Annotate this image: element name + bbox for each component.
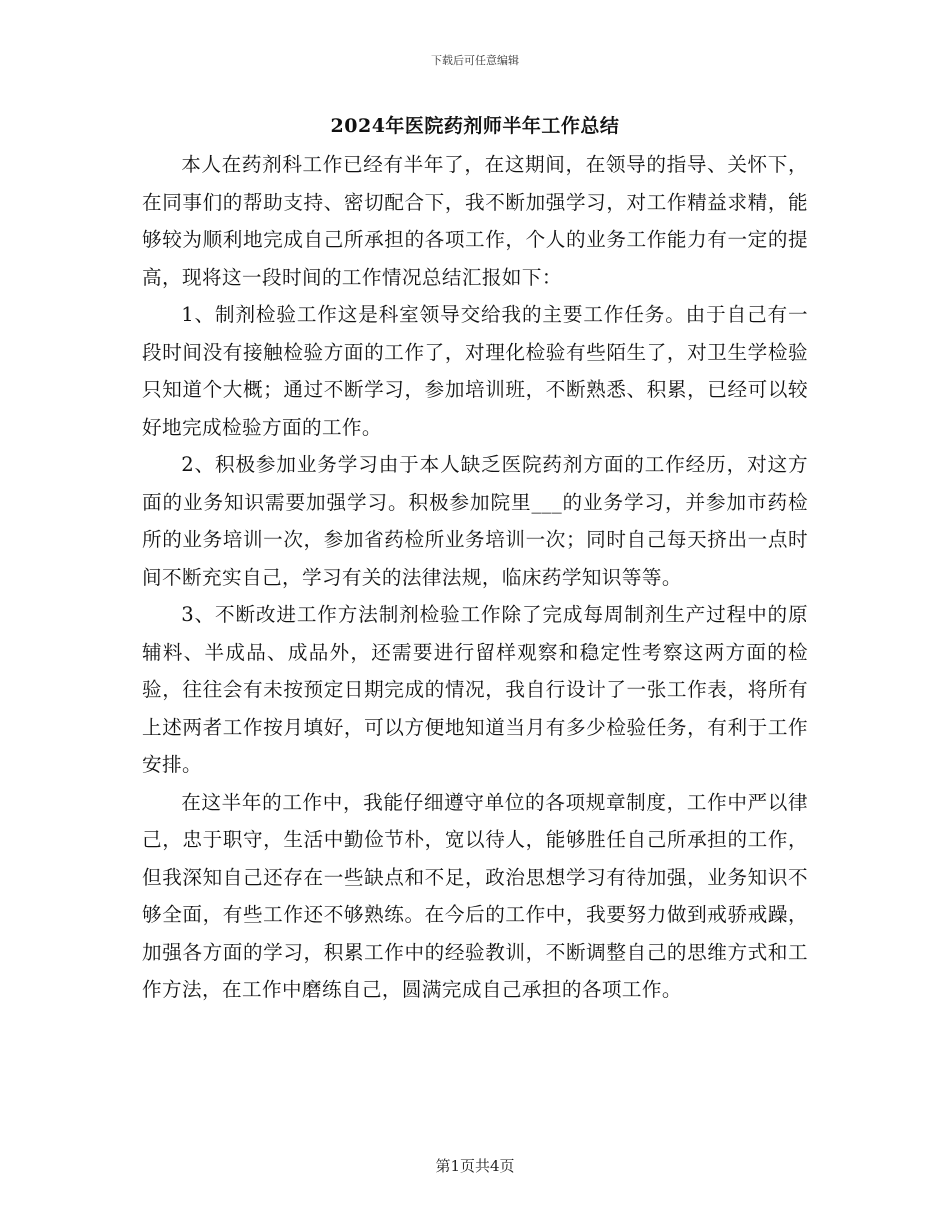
document-title: 2024年医院药剂师半年工作总结 <box>330 115 620 137</box>
paragraph-item-2: 2、积极参加业务学习由于本人缺乏医院药剂方面的工作经历，对这方面的业务知识需要加强学习。积极参加院里___的业务学习，并参加市药检所的业务培训一次，参加省药检所业务培训一次；同时自己每天挤出一点时间不断充实自己，学习有关的法律法规，临床药学知识等等。 <box>142 453 808 589</box>
paragraph-item-1: 1、制剂检验工作这是科室领导交给我的主要工作任务。由于自己有一段时间没有接触检验方面的工作了，对理化检验有些陌生了，对卫生学检验只知道个大概；通过不断学习，参加培训班，不断熟悉、积累，已经可以较好地完成检验方面的工作。 <box>142 303 808 439</box>
paragraph-conclusion: 在这半年的工作中，我能仔细遵守单位的各项规章制度，工作中严以律己，忠于职守，生活中勤俭节朴，宽以待人，能够胜任自己所承担的工作，但我深知自己还存在一些缺点和不足，政治思想学习有待加强，业务知识不够全面，有些工作还不够熟练。在今后的工作中，我要努力做到戒骄戒躁，加强各方面的学习，积累工作中的经验教训，不断调整自己的思维方式和工作方法，在工作中磨练自己，圆满完成自己承担的各项工作。 <box>142 790 808 1001</box>
paragraph-intro: 本人在药剂科工作已经有半年了，在这期间，在领导的指导、关怀下，在同事们的帮助支持、密切配合下，我不断加强学习，对工作精益求精，能够较为顺利地完成自己所承担的各项工作，个人的业务工作能力有一定的提高，现将这一段时间的工作情况总结汇报如下： <box>142 153 808 289</box>
page-number: 第1页共4页 <box>435 1157 515 1175</box>
paragraph-item-3: 3、不断改进工作方法制剂检验工作除了完成每周制剂生产过程中的原辅料、半成品、成品外，还需要进行留样观察和稳定性考察这两方面的检验，往往会有未按预定日期完成的情况，我自行设计了一张工作表，将所有上述两者工作按月填好，可以方便地知道当月有多少检验任务，有利于工作安排。 <box>142 603 808 776</box>
document-body <box>142 146 808 1009</box>
page-header-note: 下载后可任意编辑 <box>431 54 519 67</box>
